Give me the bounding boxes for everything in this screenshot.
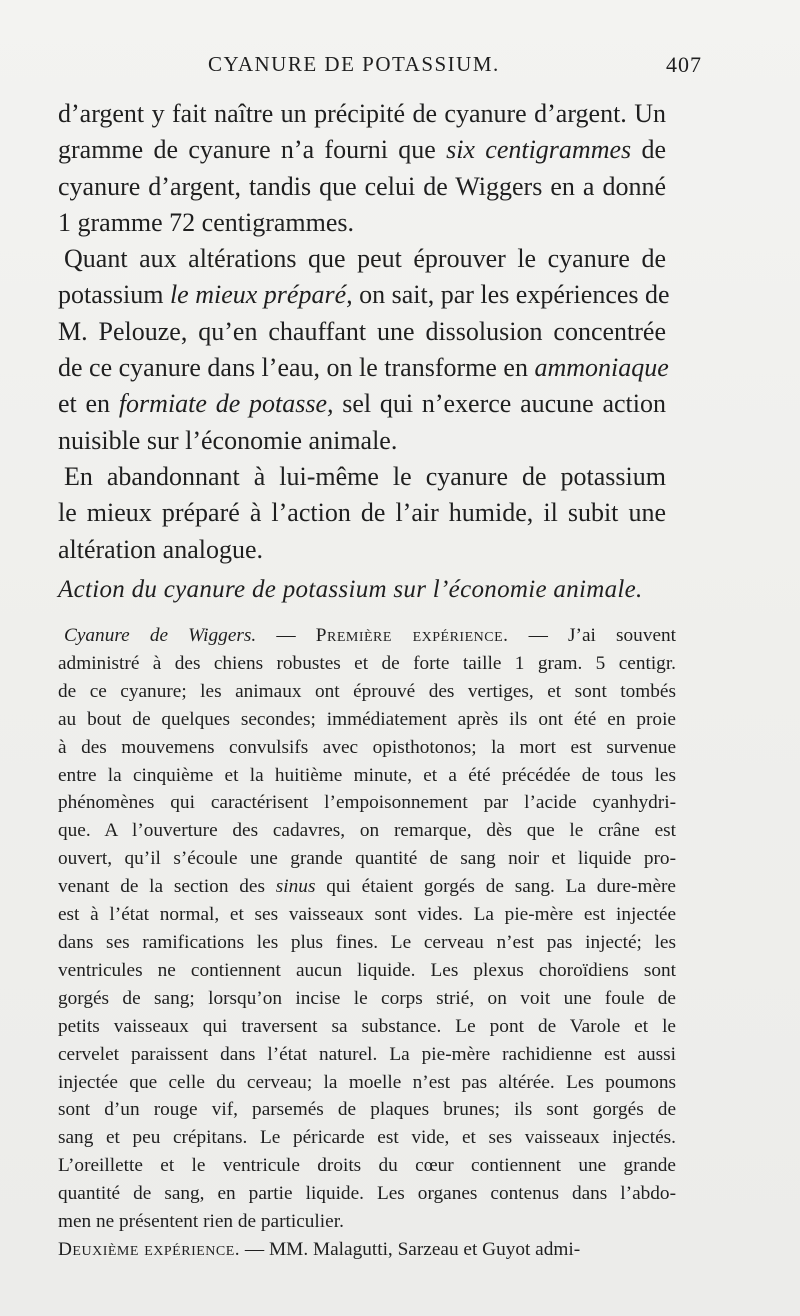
page-number: 407 [666,52,702,77]
text-line [58,350,669,386]
text-run: d’argent y fait naître un précipité de cyanure d’argent. Un [58,99,666,128]
text-line [58,762,676,790]
text-run: injectée que celle du cerveau; la moelle n’est pas altérée. Les poumons [58,1071,676,1093]
text-run: sel qui n’exerce aucune action [333,389,666,419]
text-run: que. A l’ouverture des cadavres, on remarque, dès que le crâne est [58,820,676,842]
text-line [58,957,676,985]
text-line [58,277,670,313]
text-line [58,1013,676,1041]
text-line [58,132,666,168]
text-run: sang et peu crépitans. Le péricarde est vide, et ses vaisseaux injectés. [58,1127,676,1149]
text-line [58,622,676,650]
small-caps-text: Deuxième expérience. [58,1238,241,1260]
text-line [58,459,666,495]
text-run: Quant aux altérations que peut éprouver le cyanure de [64,244,666,274]
text-run: cervelet paraissent dans l’état naturel. La pie-mère rachidienne est aussi [58,1043,676,1065]
text-run: administré à des chiens robustes et de forte taille 1 gram. 5 centigr. [58,652,676,674]
text-line [58,423,666,459]
text-line [58,929,676,957]
italic-text: six centigrammes [446,135,632,165]
text-run: L’oreillette et le ventricule droits du cœur contiennent une grande [58,1155,676,1177]
text-run: venant de la section des [58,876,276,898]
text-run: ventricules ne contiennent aucun liquide. Les plexus choroïdiens sont [58,959,676,981]
text-run: et en [58,389,119,419]
main-text [58,96,670,568]
italic-text: sinus [275,876,316,898]
text-line [58,532,666,568]
italic-text: Cyanure de Wiggers. [64,625,257,646]
text-line [58,1124,676,1152]
text-run: on sait, par les expériences de [352,280,670,310]
text-line [58,901,676,929]
text-run: de [631,135,666,165]
text-line [58,706,676,734]
text-line [58,789,676,817]
text-line [58,1180,676,1208]
text-run: gorgés de sang; lorsqu’on incise le corps strié, on voit une foule de [58,987,676,1009]
text-line [58,96,666,132]
experiment-notes [58,622,676,1264]
text-run: altération analogue. [58,534,264,564]
text-run: nuisible sur l’économie animale. [58,425,398,455]
text-line [58,985,676,1013]
text-run: phénomènes qui caractérisent l’empoisonnement par l’acide cyanhydri- [58,792,676,814]
text-run: de ce cyanure; les animaux ont éprouvé des vertiges, et sont tombés [58,680,676,702]
text-line [58,169,666,205]
text-run: ouvert, qu’il s’écoule une grande quantité de sang noir et liquide pro- [58,848,676,870]
text-line [58,1069,676,1097]
text-line [58,1208,676,1236]
text-run: le mieux préparé à l’action de l’air humide, il subit une [58,498,666,528]
text-run: dans ses ramifications les plus fines. Le cerveau n’est pas injecté; les [58,931,676,953]
text-run: potassium [58,280,170,310]
text-line [58,495,666,531]
text-line [58,650,676,678]
text-run: men ne présentent rien de particulier. [58,1211,344,1233]
text-run: — MM. Malagutti, Sarzeau et Guyot admi- [240,1238,581,1260]
text-run: à des mouvemens convulsifs avec opisthotonos; la mort est survenue [58,736,676,758]
text-line [58,1096,676,1124]
text-line [58,386,666,422]
text-line [58,845,676,873]
text-run: M. Pelouze, qu’en chauffant une dissolusion concentrée [58,316,666,346]
text-run: entre la cinquième et la huitième minute, et a été précédée de tous les [58,764,676,786]
text-run: petits vaisseaux qui traversent sa substance. Le pont de Varole et le [58,1015,676,1037]
text-run: cyanure d’argent, tandis que celui de Wiggers en a donné [58,171,666,201]
text-run: En abandonnant à lui-même le cyanure de potassium [64,461,666,491]
text-line [58,205,666,241]
text-run: de ce cyanure dans l’eau, on le transforme en [58,353,535,383]
text-line [58,1041,676,1069]
text-run: — J’ai souvent [508,625,677,646]
text-line [58,241,666,277]
text-run: qui étaient gorgés de sang. La dure-mère [315,876,676,898]
italic-text: formiate de potasse, [118,389,334,419]
text-run: quantité de sang, en partie liquide. Les organes contenus dans l’abdo- [58,1183,676,1205]
text-line [58,678,676,706]
italic-text: ammoniaque [534,353,669,383]
text-run: — [256,625,316,646]
text-line [58,734,676,762]
text-run: gramme de cyanure n’a fourni que [58,135,447,165]
text-run: 1 gramme 72 centigrammes. [58,207,355,237]
text-line [58,314,666,350]
running-title: CYANURE DE POTASSIUM. [208,52,500,76]
text-line [58,817,676,845]
text-run: au bout de quelques secondes; immédiatement après ils ont été en proie [58,708,676,730]
small-caps-text: Première expérience. [315,625,509,646]
page-header [58,48,702,84]
italic-text: le mieux préparé, [169,280,353,310]
text-line [58,873,676,901]
text-run: sont d’un rouge vif, parsemés de plaques brunes; ils sont gorgés de [58,1099,676,1121]
text-line [58,1152,676,1180]
text-run: est à l’état normal, et ses vaisseaux sont vides. La pie-mère est injectée [58,904,676,926]
text-line [58,1236,676,1264]
section-heading: Action du cyanure de potassium sur l’économie animale. [58,576,643,603]
